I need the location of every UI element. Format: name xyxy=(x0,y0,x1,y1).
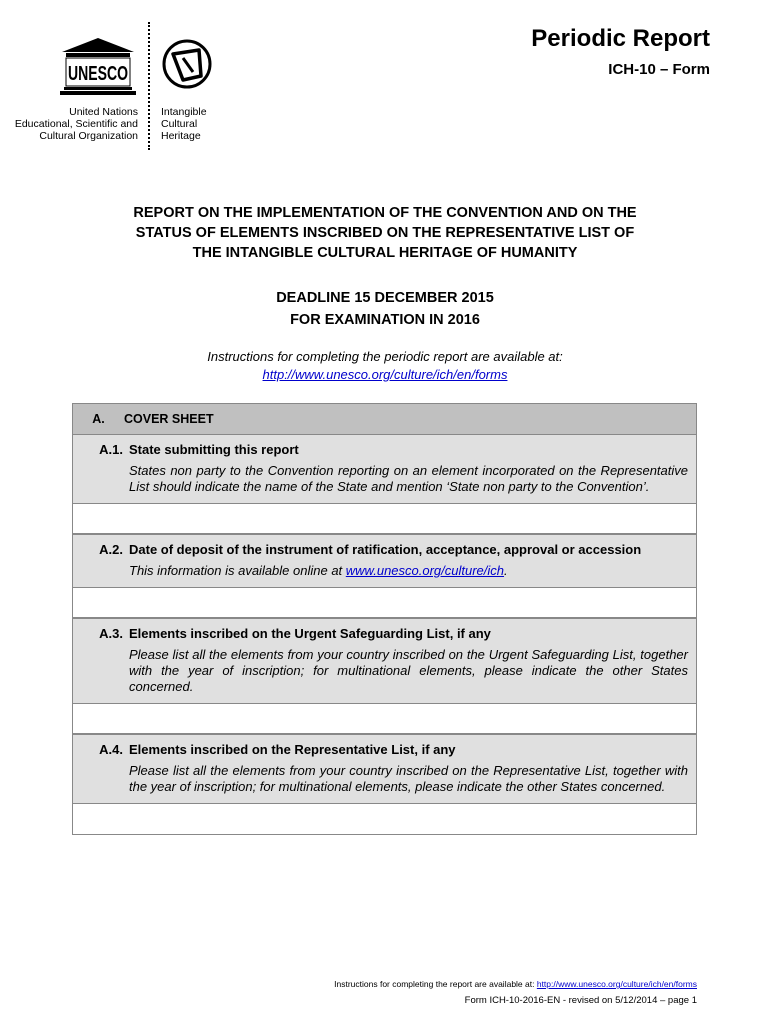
section-number: A.2. xyxy=(99,542,123,557)
section-a4 xyxy=(73,734,696,804)
ich-emblem-logo xyxy=(161,36,213,94)
unesco-wordmark: UNESCO xyxy=(68,63,128,85)
report-title: Periodic Report xyxy=(531,25,710,52)
description-text-end: . xyxy=(504,563,508,578)
instructions-block xyxy=(70,348,700,384)
logo-block xyxy=(10,20,230,150)
urgent-safeguarding-input[interactable] xyxy=(73,704,696,734)
representative-list-input[interactable] xyxy=(73,804,696,834)
section-title: Elements inscribed on the Representative List, if any xyxy=(129,742,456,757)
section-a2 xyxy=(73,534,696,588)
section-number: A.4. xyxy=(99,742,123,757)
section-title: Elements inscribed on the Urgent Safeguarding List, if any xyxy=(129,626,491,641)
section-a3 xyxy=(73,618,696,704)
instructions-link[interactable]: http://www.unesco.org/culture/ich/en/forms xyxy=(262,367,508,382)
section-title: State submitting this report xyxy=(129,442,299,457)
section-number: A.3. xyxy=(99,626,123,641)
heading-line: REPORT ON THE IMPLEMENTATION OF THE CONVENTION AND ON THE xyxy=(133,205,637,221)
ich-name-line: Cultural xyxy=(161,118,198,130)
state-submitting-input[interactable] xyxy=(73,504,696,534)
footer-forms-link[interactable]: http://www.unesco.org/culture/ich/en/forms xyxy=(536,979,697,989)
section-description: Please list all the elements from your country inscribed on the Urgent Safeguarding List, together with the year of inscription; for multinational elements, please indicate the other States concerned. xyxy=(129,647,688,694)
heading-line: THE INTANGIBLE CULTURAL HERITAGE OF HUMANITY xyxy=(192,245,578,261)
section-description xyxy=(124,563,688,579)
ich-name xyxy=(161,106,207,142)
section-number: A. xyxy=(92,412,105,426)
ich-website-link[interactable]: www.unesco.org/culture/ich xyxy=(345,563,505,578)
report-subtitle: ICH-10 – Form xyxy=(608,61,710,78)
instructions-text: Instructions for completing the periodic report are available at: xyxy=(207,349,563,364)
ich-name-line: Intangible xyxy=(161,106,207,118)
description-text: This information is available online at xyxy=(129,563,346,578)
deadline-line: DEADLINE 15 DECEMBER 2015 xyxy=(276,290,494,306)
examination-line: FOR EXAMINATION IN 2016 xyxy=(290,312,480,328)
section-description: States non party to the Convention reporting on an element incorporated on the Representative List should indicate the name of the State and mention ‘State non party to the Convention’. xyxy=(129,463,688,494)
footer-form-info: Form ICH-10-2016-EN - revised on 5/12/2014 – page 1 xyxy=(464,995,697,1006)
deadline-block xyxy=(70,287,700,331)
unesco-org-name xyxy=(0,106,138,142)
footer-instructions xyxy=(334,979,697,989)
cover-sheet-label: COVER SHEET xyxy=(124,412,214,426)
main-heading xyxy=(70,203,700,263)
org-name-line: Educational, Scientific and xyxy=(14,118,138,130)
ich-name-line: Heritage xyxy=(161,130,201,142)
section-description: Please list all the elements from your country inscribed on the Representative List, together with the year of inscription; for multinational elements, please indicate the other States concerned. xyxy=(129,763,688,794)
section-a1 xyxy=(73,435,696,504)
cover-sheet-form xyxy=(72,403,697,835)
org-name-line: Cultural Organization xyxy=(39,130,138,142)
logo-divider xyxy=(148,22,150,150)
footer-instructions-text: Instructions for completing the report are available at: xyxy=(334,979,537,989)
org-name-line: United Nations xyxy=(69,106,138,118)
heading-line: STATUS OF ELEMENTS INSCRIBED ON THE REPRESENTATIVE LIST OF xyxy=(135,225,635,241)
date-of-deposit-input[interactable] xyxy=(73,588,696,618)
section-number: A.1. xyxy=(99,442,123,457)
cover-sheet-header xyxy=(73,404,696,435)
section-title: Date of deposit of the instrument of ratification, acceptance, approval or accession xyxy=(129,542,642,557)
unesco-temple-logo xyxy=(60,36,136,98)
